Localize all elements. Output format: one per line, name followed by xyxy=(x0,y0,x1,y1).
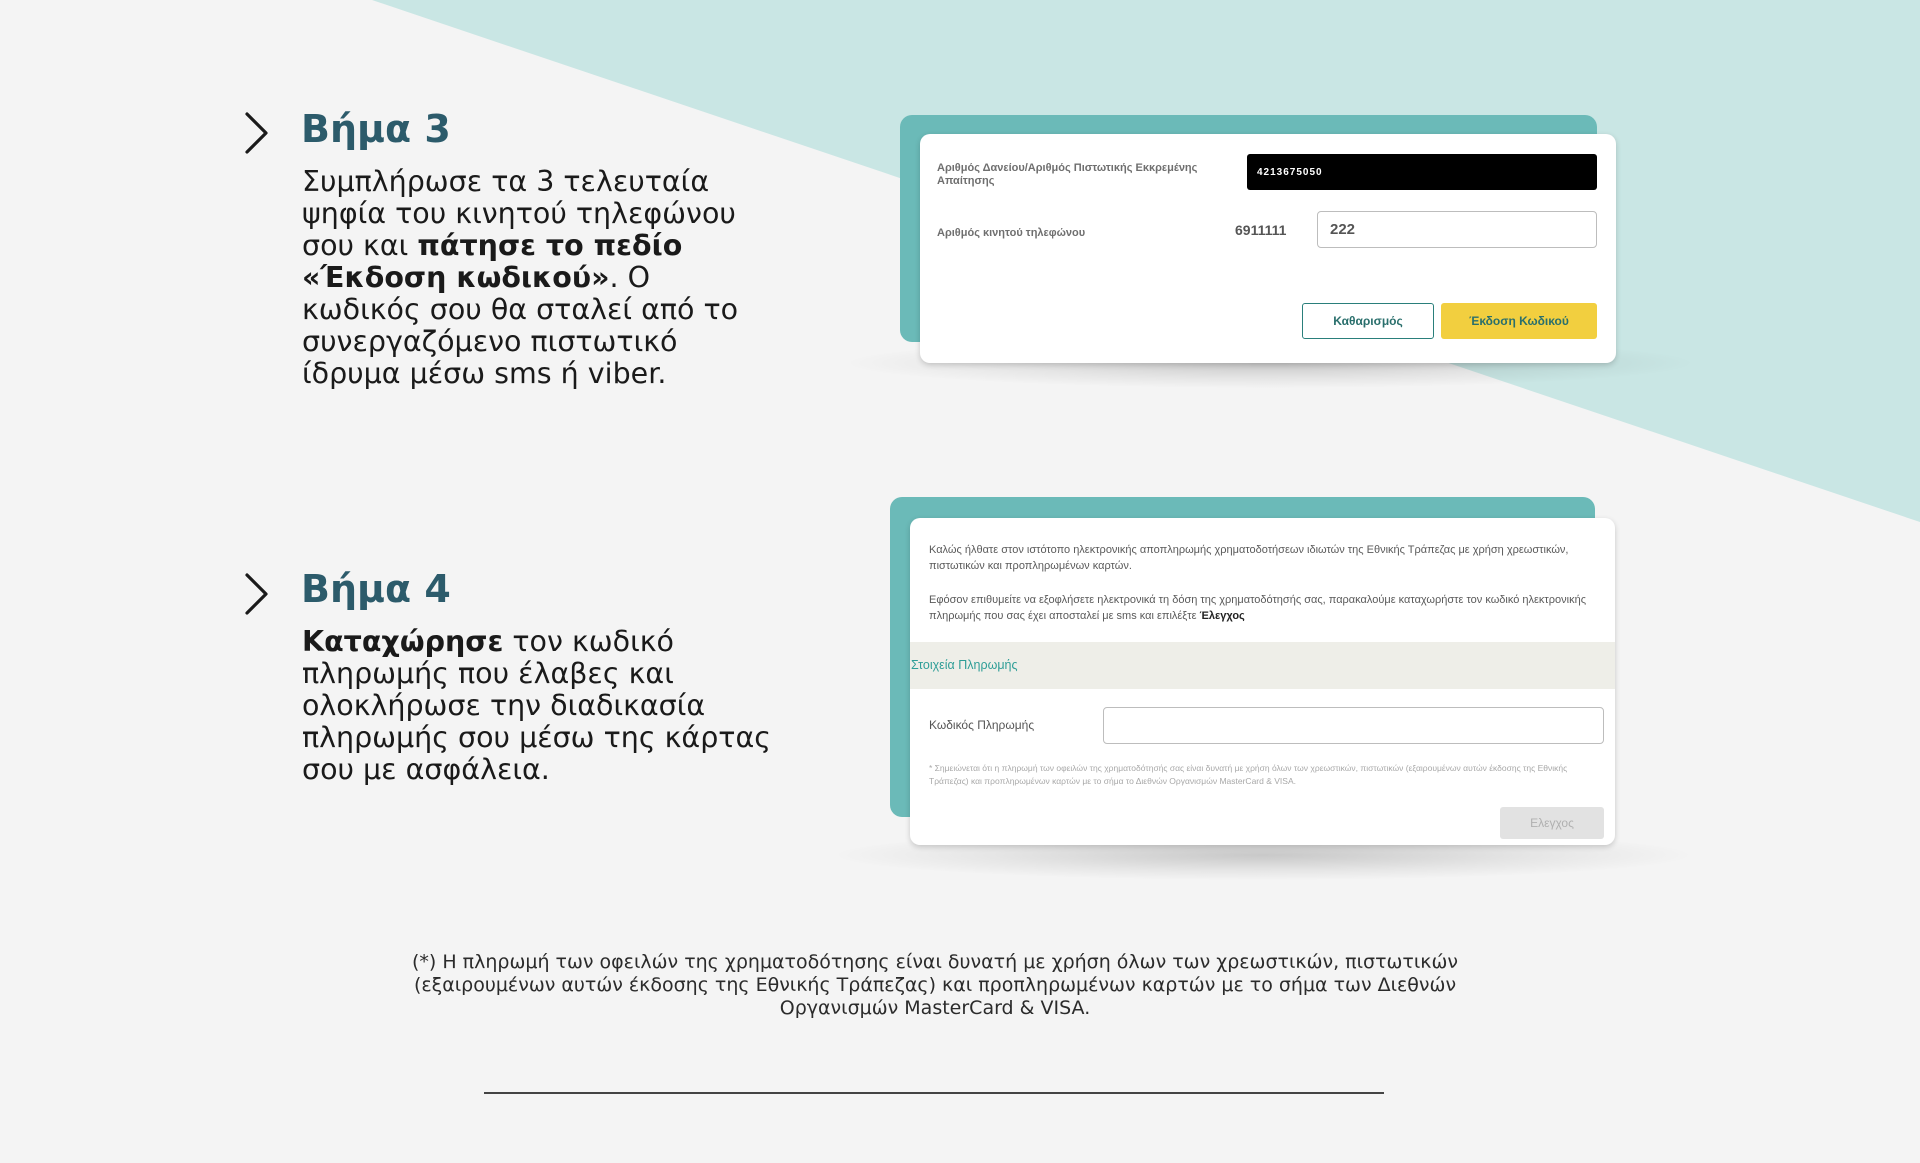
chevron-right-icon xyxy=(241,571,271,617)
payment-code-input[interactable] xyxy=(1103,707,1604,744)
phone-prefix: 6911111 xyxy=(1235,222,1287,238)
loan-number-field[interactable]: 4213675050 xyxy=(1247,154,1597,190)
payment-code-label: Κωδικός Πληρωμής xyxy=(929,718,1035,732)
instruction-emphasis: Έλεγχος xyxy=(1199,610,1245,622)
instruction-text xyxy=(929,592,1599,624)
instruction-body: Εφόσον επιθυμείτε να εξοφλήσετε ηλεκτρονικά τη δόση της χρηματοδότησής σας, παρακαλούμε καταχωρήστε τον κωδικό ηλεκτρονικής πληρωμής που σας έχει αποσταλεί με sms και επιλέξτε xyxy=(929,594,1586,622)
step-3-description xyxy=(302,166,762,390)
step-4-text: τον κωδικό πληρωμής που έλαβες και ολοκλήρωσε την διαδικασία πληρωμής σου μέσω της κάρτας σου με ασφάλεια. xyxy=(302,625,771,786)
payment-details-title: Στοιχεία Πληρωμής xyxy=(911,658,1018,672)
step-4-emphasis: Καταχώρησε xyxy=(302,625,504,658)
check-button[interactable]: Ελεγχος xyxy=(1500,807,1604,839)
step-4-description xyxy=(302,626,792,786)
step-3-text: Συμπλήρωσε τα 3 τελευταία ψηφία του κινητού τηλεφώνου σου και xyxy=(302,165,736,262)
phone-label: Αριθμός κινητού τηλεφώνου xyxy=(937,227,1086,239)
step-3-emphasis: πάτησε το πεδίο «Έκδοση κωδικού» xyxy=(302,229,683,294)
code-issue-card xyxy=(920,134,1616,363)
footnote: (*) Η πληρωμή των οφειλών της χρηματοδότησης είναι δυνατή με χρήση όλων των χρεωστικών, πιστωτικών (εξαιρουμένων αυτών έκδοσης της Εθνικής Τράπεζας) και προπληρωμένων καρτών με το σήμα των Διεθνών Οργανισμών MasterCard & VISA. xyxy=(411,951,1459,1019)
clear-button[interactable]: Καθαρισμός xyxy=(1302,303,1434,339)
step-3-title: Βήμα 3 xyxy=(301,107,451,151)
chevron-right-icon xyxy=(241,110,271,156)
loan-number-label: Αριθμός Δανείου/Αριθμός Πιστωτικής Εκκρεμένης Απαίτησης xyxy=(937,162,1198,187)
payment-note: * Σημειώνεται ότι η πληρωμή των οφειλών της χρηματοδότησής σας είναι δυνατή με χρήση όλων των χρεωστικών, πιστωτικών (εξαιρουμένων αυτών έκδοσης της Εθνικής Τράπεζας) και προπληρωμένων καρτών με το σήμα το Διεθνών Οργανισμών MasterCard & VISA. xyxy=(929,763,1568,786)
issue-code-button[interactable]: Έκδοση Κωδικού xyxy=(1441,303,1597,339)
step-4-title: Βήμα 4 xyxy=(301,567,451,611)
phone-digits-input[interactable]: 222 xyxy=(1317,211,1597,248)
step-3-text-end: . Ο κωδικός σου θα σταλεί από το συνεργαζόμενο πιστωτικό ίδρυμα μέσω sms ή viber. xyxy=(302,261,739,390)
divider xyxy=(484,1092,1384,1094)
payment-code-card xyxy=(910,518,1615,845)
intro-text: Καλώς ήλθατε στον ιστότοπο ηλεκτρονικής αποπληρωμής χρηματοδοτήσεων ιδιωτών της Εθνικής Τράπεζας με χρήση χρεωστικών, πιστωτικών και προπληρωμένων καρτών. xyxy=(929,544,1569,572)
